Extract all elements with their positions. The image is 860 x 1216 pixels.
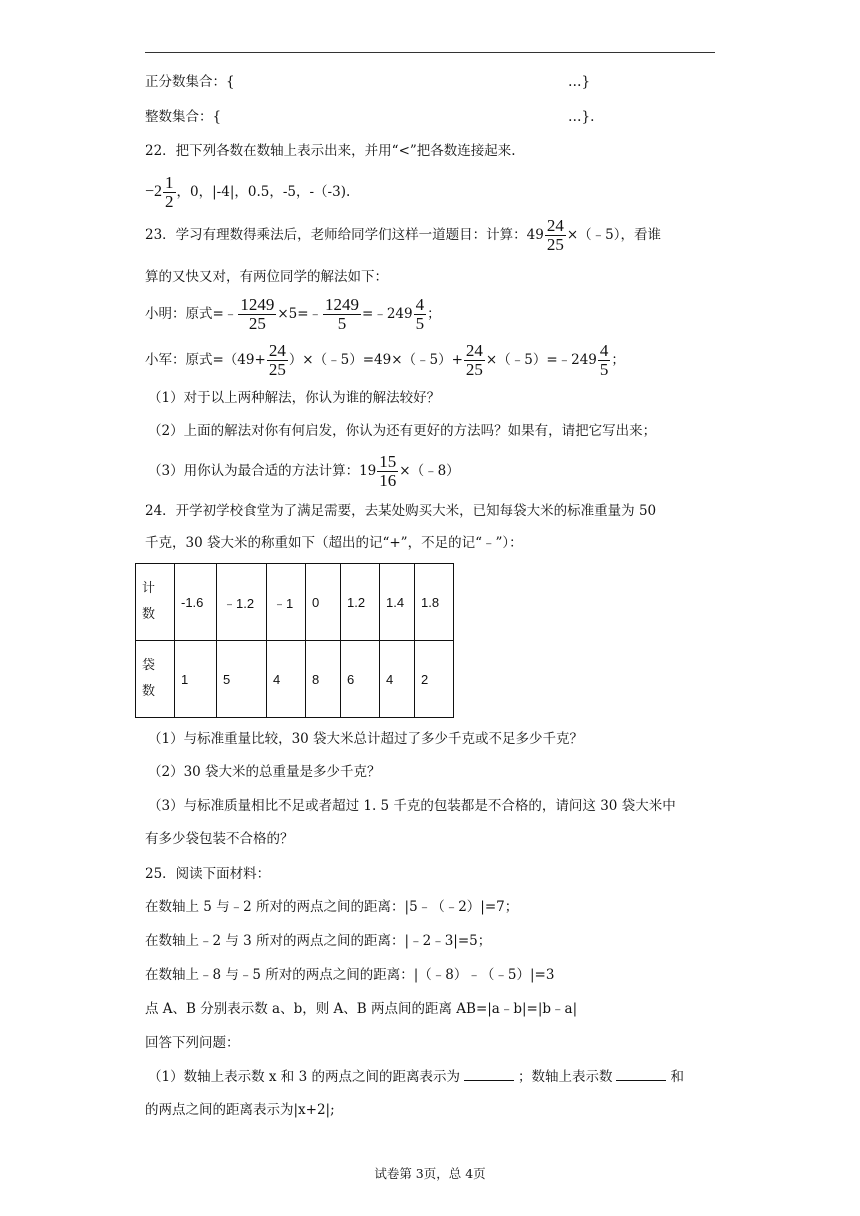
- denominator: 2: [165, 191, 174, 211]
- q25-sub1-line2: 的两点之间的距离表示为|x+2|;: [145, 1102, 335, 1118]
- numerator: 4: [599, 341, 609, 361]
- text: 小军：原式=（49+: [145, 352, 266, 368]
- text: ×5=﹣: [277, 306, 323, 322]
- q24-sub2: （2）30 袋大米的总重量是多少千克？: [148, 764, 381, 780]
- denominator: 25: [546, 235, 564, 254]
- text: （3）用你认为最合适的方法计算：19: [148, 463, 377, 479]
- q25-line3: 在数轴上﹣8 与﹣5 所对的两点之间的距离：|（﹣8）﹣（﹣5）|=3: [145, 967, 555, 983]
- header-rule: [145, 52, 715, 53]
- q22-rest: ，0，|-4|，0.5，-5，-（-3).: [176, 183, 351, 200]
- fraction: [598, 342, 611, 379]
- set-label: 正分数集合：{: [145, 74, 235, 90]
- header-char: 袋: [142, 658, 156, 673]
- text: ；数轴上表示数: [517, 1069, 613, 1085]
- header-char: 计: [142, 581, 156, 596]
- answer-blank[interactable]: [616, 1066, 666, 1081]
- table-cell: 1: [175, 641, 217, 718]
- q25-stem: 25．阅读下面材料：: [145, 866, 271, 882]
- q22-stem: 22．把下列各数在数轴上表示出来，并用“<”把各数连接起来.: [145, 143, 516, 159]
- answer-blank[interactable]: [464, 1066, 514, 1081]
- numerator: 1249: [325, 295, 360, 315]
- q25-sub1: [148, 1066, 684, 1087]
- fraction: [267, 342, 288, 379]
- text: ）×（﹣5）=49×（﹣5）+: [288, 352, 463, 368]
- text: ×（﹣8）: [399, 463, 460, 479]
- q24-stem-line2: 千克，30 袋大米的称重如下（超出的记“+”，不足的记“﹣”）：: [145, 535, 523, 551]
- header-char: 数: [142, 684, 156, 699]
- text: ；: [427, 306, 441, 322]
- denominator: 5: [337, 314, 347, 333]
- q23-sub3: [148, 451, 460, 491]
- q23-xiaojun: [145, 338, 625, 382]
- denominator: 5: [599, 360, 609, 379]
- q25-line2: 在数轴上﹣2 与 3 所对的两点之间的距离：|﹣2﹣3|=5；: [145, 933, 492, 949]
- fraction: [464, 342, 485, 379]
- text: 小明：原式=﹣: [145, 306, 238, 322]
- integer-set: [145, 107, 221, 127]
- table-cell: 4: [267, 641, 306, 718]
- text: ×（﹣5）=﹣249: [485, 352, 597, 368]
- text: ；: [611, 352, 625, 368]
- q25-line1: 在数轴上 5 与﹣2 所对的两点之间的距离：|5﹣（﹣2）|=7；: [145, 899, 519, 915]
- denominator: 25: [248, 314, 266, 333]
- q23-stem: [145, 216, 661, 254]
- text: =﹣249: [362, 306, 413, 322]
- numerator: 1249: [240, 295, 275, 315]
- q23-xiaoming: [145, 292, 441, 336]
- fraction: [323, 296, 361, 333]
- q23-sub2: （2）上面的解法对你有何启发，你认为还有更好的方法吗？如果有，请把它写出来；: [148, 423, 657, 439]
- table-cell: 6: [341, 641, 380, 718]
- page-footer: 试卷第 3页，总 4页: [374, 1166, 486, 1181]
- q25-line4: 点 A、B 分别表示数 a、b，则 A、B 两点间的距离 AB=|a﹣b|=|b﹣a|: [145, 1001, 578, 1017]
- denominator: 25: [268, 360, 286, 379]
- q23-sub1: （1）对于以上两种解法，你认为谁的解法较好？: [148, 390, 441, 406]
- text: 和: [670, 1069, 684, 1085]
- denominator: 5: [415, 314, 425, 333]
- q24-sub3: （3）与标准质量相比不足或者超过 1. 5 千克的包装都是不合格的，请问这 30 袋大米中: [148, 798, 676, 814]
- fraction: [238, 296, 276, 333]
- header-char: 数: [142, 607, 156, 622]
- numerator: 1: [165, 173, 174, 192]
- table-cell: 4: [380, 641, 415, 718]
- table-row: [136, 641, 454, 718]
- q24-stem: 24．开学初学校食堂为了满足需要，去某处购买大米，已知每袋大米的标准重量为 50: [145, 503, 657, 519]
- fraction: [545, 217, 566, 254]
- numerator: 24: [268, 341, 286, 361]
- table-cell: 1.8: [415, 564, 454, 641]
- text: 23．学习有理数得乘法后，老师给同学们这样一道题目：计算：49: [145, 227, 544, 243]
- fraction: [377, 453, 398, 490]
- table-cell: 8: [306, 641, 341, 718]
- row-header: [136, 564, 175, 641]
- positive-fraction-set: [145, 72, 235, 92]
- table-row: [136, 564, 454, 641]
- text: （1）数轴上表示数 x 和 3 的两点之间的距离表示为: [148, 1069, 460, 1085]
- numerator: 4: [415, 295, 425, 315]
- table-cell: -1.6: [175, 564, 217, 641]
- q24-sub3-line2: 有多少袋包装不合格的？: [145, 831, 294, 847]
- numerator: 24: [465, 341, 483, 361]
- denominator: 16: [379, 471, 397, 490]
- text: ×（﹣5），看谁: [566, 227, 662, 243]
- mixed-integer: −2: [145, 182, 163, 200]
- table-cell: 2: [415, 641, 454, 718]
- q24-sub1: （1）与标准重量比较，30 袋大米总计超过了多少千克或不足多少千克？: [148, 731, 584, 747]
- table-cell: 5: [217, 641, 267, 718]
- set-label: 整数集合：{: [145, 109, 222, 125]
- denominator: 25: [465, 360, 483, 379]
- table-cell: 1.2: [341, 564, 380, 641]
- set-dots: …}: [568, 74, 591, 90]
- fraction: [163, 174, 176, 211]
- numerator: 24: [546, 216, 564, 236]
- table-cell: 1.4: [380, 564, 415, 641]
- table-cell: ﹣1: [267, 564, 306, 641]
- fraction: [414, 296, 427, 333]
- rice-weight-table: [135, 563, 454, 718]
- row-header: [136, 641, 175, 718]
- table-cell: 0: [306, 564, 341, 641]
- q25-line5: 回答下列问题：: [145, 1035, 240, 1051]
- numerator: 15: [379, 452, 397, 472]
- table-cell: ﹣1.2: [217, 564, 267, 641]
- q23-stem-line2: 算的又快又对，有两位同学的解法如下：: [145, 269, 388, 285]
- set-dots: …}.: [568, 109, 595, 125]
- q22-numbers: [145, 174, 350, 211]
